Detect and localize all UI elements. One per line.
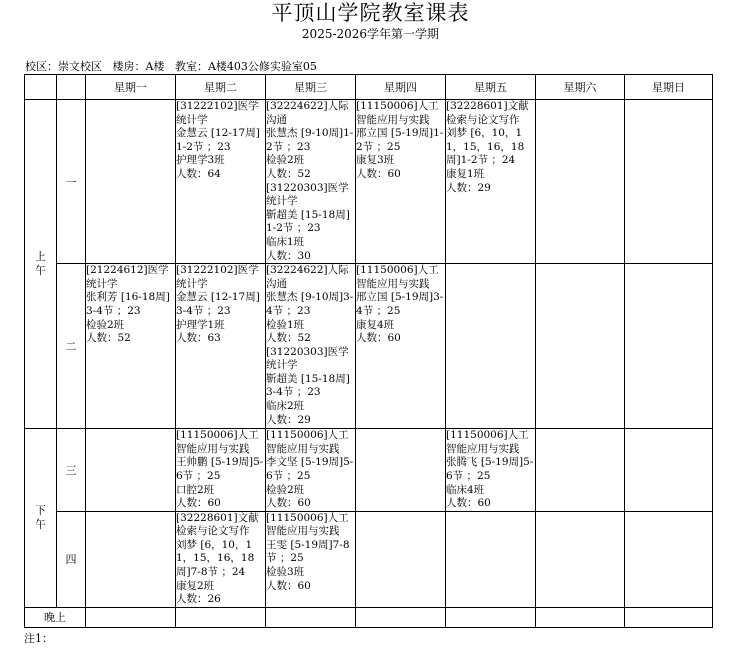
class-name: 临床1班 <box>266 235 305 248</box>
course-time: [5-19周]5-6节 ；25 <box>176 456 264 482</box>
afternoon-label <box>25 429 57 608</box>
course-entry <box>446 100 535 195</box>
course-entry <box>86 264 175 346</box>
student-count: 人数：30 <box>266 249 311 262</box>
campus-label: 校区：崇文校区 <box>25 60 102 73</box>
footnote: 注1： <box>24 632 53 645</box>
header-row <box>25 75 713 100</box>
schedule-cell <box>356 264 446 429</box>
morning-label <box>25 100 57 429</box>
student-count: 人数：64 <box>176 167 221 180</box>
schedule-cell <box>176 264 266 429</box>
teacher-time-line <box>266 291 355 318</box>
student-count: 人数：52 <box>86 332 131 345</box>
teacher-time-line <box>266 456 355 483</box>
course-time: [5-19周]5-6节 ；25 <box>446 456 534 482</box>
student-count: 人数：60 <box>266 497 311 510</box>
schedule-cell <box>536 264 625 429</box>
class-name: 检验1班 <box>266 318 305 331</box>
teacher-time-line <box>86 291 175 318</box>
teacher-name: 刘梦 <box>446 127 467 140</box>
course-time: [6，10，11，15，16，18周]1-2节 ；24 <box>446 127 525 167</box>
course-code: [31222102]医学统计学 <box>176 264 259 290</box>
course-code: [32224622]人际沟通 <box>266 264 349 290</box>
day-header: 星期六 <box>536 75 625 100</box>
room-info <box>25 60 317 74</box>
student-count: 人数：29 <box>446 181 491 194</box>
schedule-cell <box>86 607 176 627</box>
course-entry <box>176 429 265 511</box>
student-count: 人数：60 <box>356 332 401 345</box>
student-count: 人数：29 <box>266 413 311 426</box>
schedule-cell <box>86 264 176 429</box>
course-entry <box>176 264 265 346</box>
course-entry <box>266 346 355 428</box>
schedule-cell <box>266 264 356 429</box>
teacher-time-line <box>176 127 265 154</box>
morning-text: 上 午 <box>35 250 46 278</box>
student-count: 人数：52 <box>266 167 311 180</box>
teacher-time-line <box>176 456 265 483</box>
class-name: 康复1班 <box>446 167 485 180</box>
class-name: 康复4班 <box>356 318 395 331</box>
period-label: 四 <box>57 511 86 607</box>
day-header: 星期四 <box>356 75 446 100</box>
teacher-name: 张慧杰 <box>266 291 298 304</box>
period-row <box>25 429 713 512</box>
course-code: [31222102]医学统计学 <box>176 100 259 126</box>
schedule-cell <box>86 511 176 607</box>
course-code: [31220303]医学统计学 <box>266 181 349 208</box>
building-label: 楼房：A楼 <box>112 60 165 73</box>
class-name: 检验3班 <box>266 566 305 579</box>
teacher-time-line <box>446 456 535 483</box>
schedule-cell <box>446 607 536 627</box>
course-entry <box>446 429 535 511</box>
teacher-time-line <box>356 291 445 318</box>
course-time: [5-19周]7-8节 ；25 <box>266 538 350 565</box>
schedule-cell <box>446 429 536 512</box>
schedule-cell <box>266 607 356 627</box>
course-entry <box>266 182 355 264</box>
teacher-name: 张慧杰 <box>266 127 298 140</box>
course-time: [12-17周]3-4节 ；23 <box>176 291 260 317</box>
course-time: [5-19周]5-6节 ；25 <box>266 456 354 482</box>
schedule-cell <box>625 429 713 512</box>
class-name: 护理学3班 <box>176 154 225 167</box>
course-code: [11150006]人工智能应用与实践 <box>266 511 349 538</box>
course-code: [32228601]文献检索与论文写作 <box>176 511 259 538</box>
teacher-name: 张腾飞 <box>446 456 478 469</box>
course-time: [15-18周]1-2节 ；23 <box>266 208 350 235</box>
semester-subtitle: 2025-2026学年第一学期 <box>301 27 440 41</box>
course-code: [11150006]人工智能应用与实践 <box>356 264 439 290</box>
afternoon-text: 下 午 <box>35 503 46 531</box>
teacher-name: 靳超美 <box>266 372 298 385</box>
student-count: 人数：26 <box>176 593 221 606</box>
teacher-name: 王雯 <box>266 538 287 551</box>
schedule-cell <box>356 100 446 264</box>
course-entry <box>266 264 355 346</box>
schedule-cell <box>446 264 536 429</box>
schedule-cell <box>266 511 356 607</box>
page-title: 平顶山学院教室课表 <box>271 1 470 25</box>
schedule-cell <box>176 511 266 607</box>
schedule-cell <box>266 100 356 264</box>
class-name: 检验2班 <box>266 154 305 167</box>
teacher-time-line <box>176 539 265 580</box>
student-count: 人数：60 <box>266 579 311 592</box>
course-code: [21224612]医学统计学 <box>86 264 169 290</box>
schedule-cell <box>536 511 625 607</box>
course-time: [5-19周]3-4节 ；25 <box>356 291 444 317</box>
class-name: 检验2班 <box>86 318 125 331</box>
course-entry <box>356 264 445 346</box>
teacher-time-line <box>446 127 535 168</box>
teacher-name: 靳超美 <box>266 208 298 221</box>
course-code: [11150006]人工智能应用与实践 <box>176 429 259 455</box>
course-time: [9-10周]1-2节 ；23 <box>266 127 354 153</box>
student-count: 人数：60 <box>356 167 401 180</box>
schedule-cell <box>536 100 625 264</box>
schedule-cell <box>625 607 713 627</box>
day-header: 星期日 <box>625 75 713 100</box>
schedule-cell <box>625 100 713 264</box>
course-entry <box>176 100 265 182</box>
course-entry <box>266 429 355 511</box>
period-label: 一 <box>57 100 86 264</box>
schedule-cell <box>356 607 446 627</box>
teacher-name: 李文坚 <box>266 456 298 469</box>
teacher-time-line <box>266 209 355 236</box>
teacher-name: 邢立国 <box>356 291 388 304</box>
class-name: 护理学1班 <box>176 318 225 331</box>
teacher-time-line <box>176 291 265 318</box>
teacher-name: 刘梦 <box>176 538 197 551</box>
teacher-name: 邢立国 <box>356 127 388 140</box>
course-time: [9-10周]3-4节 ；23 <box>266 291 354 317</box>
teacher-name: 张利芳 <box>86 291 118 304</box>
teacher-name: 金慧云 <box>176 291 208 304</box>
student-count: 人数：63 <box>176 332 221 345</box>
schedule-cell <box>536 429 625 512</box>
student-count: 人数：60 <box>176 497 221 510</box>
course-entry <box>266 100 355 182</box>
course-code: [11150006]人工智能应用与实践 <box>266 429 349 455</box>
schedule-cell <box>86 429 176 512</box>
room-label: 教室：A楼403公修实验室05 <box>174 60 317 73</box>
schedule-cell <box>356 429 446 512</box>
day-header: 星期一 <box>86 75 176 100</box>
class-name: 临床4班 <box>446 483 485 496</box>
class-name: 康复2班 <box>176 579 215 592</box>
schedule-cell <box>356 511 446 607</box>
period-label: 二 <box>57 264 86 429</box>
teacher-time-line <box>356 127 445 154</box>
evening-label: 晚上 <box>25 607 86 627</box>
course-time: [16-18周]3-4节 ；23 <box>86 291 170 317</box>
course-time: [12-17周]1-2节 ；23 <box>176 127 260 153</box>
schedule-cell <box>86 100 176 264</box>
day-header: 星期五 <box>446 75 536 100</box>
teacher-time-line <box>266 373 355 400</box>
teacher-time-line <box>266 539 355 566</box>
teacher-name: 王帅鹏 <box>176 456 208 469</box>
course-code: [32224622]人际沟通 <box>266 100 349 126</box>
course-code: [11150006]人工智能应用与实践 <box>446 429 529 455</box>
period-row <box>25 264 713 429</box>
schedule-cell <box>176 100 266 264</box>
class-name: 临床2班 <box>266 400 305 413</box>
period-row <box>25 511 713 607</box>
course-code: [31220303]医学统计学 <box>266 345 349 372</box>
schedule-cell <box>176 429 266 512</box>
teacher-time-line <box>266 127 355 154</box>
course-time: [6，10，11，15，16，18周]7-8节 ；24 <box>176 538 255 579</box>
course-entry <box>266 512 355 594</box>
class-name: 康复3班 <box>356 154 395 167</box>
course-code: [11150006]人工智能应用与实践 <box>356 100 439 126</box>
course-entry <box>356 100 445 182</box>
timetable <box>24 74 713 628</box>
schedule-cell <box>176 607 266 627</box>
course-code: [32228601]文献检索与论文写作 <box>446 100 529 126</box>
course-time: [5-19周]1-2节 ；25 <box>356 127 444 153</box>
student-count: 人数：60 <box>446 497 491 510</box>
schedule-cell <box>446 100 536 264</box>
schedule-cell <box>625 264 713 429</box>
class-name: 口腔2班 <box>176 483 215 496</box>
period-row <box>25 100 713 264</box>
schedule-cell <box>536 607 625 627</box>
student-count: 人数：52 <box>266 332 311 345</box>
period-label: 三 <box>57 429 86 512</box>
teacher-name: 金慧云 <box>176 127 208 140</box>
schedule-cell <box>625 511 713 607</box>
class-name: 检验2班 <box>266 483 305 496</box>
day-header: 星期二 <box>176 75 266 100</box>
day-header: 星期三 <box>266 75 356 100</box>
schedule-cell <box>266 429 356 512</box>
corner-cell <box>57 75 86 100</box>
course-time: [15-18周]3-4节 ；23 <box>266 372 350 399</box>
schedule-cell <box>446 511 536 607</box>
corner-cell <box>25 75 57 100</box>
evening-row <box>25 607 713 627</box>
course-entry <box>176 512 265 607</box>
